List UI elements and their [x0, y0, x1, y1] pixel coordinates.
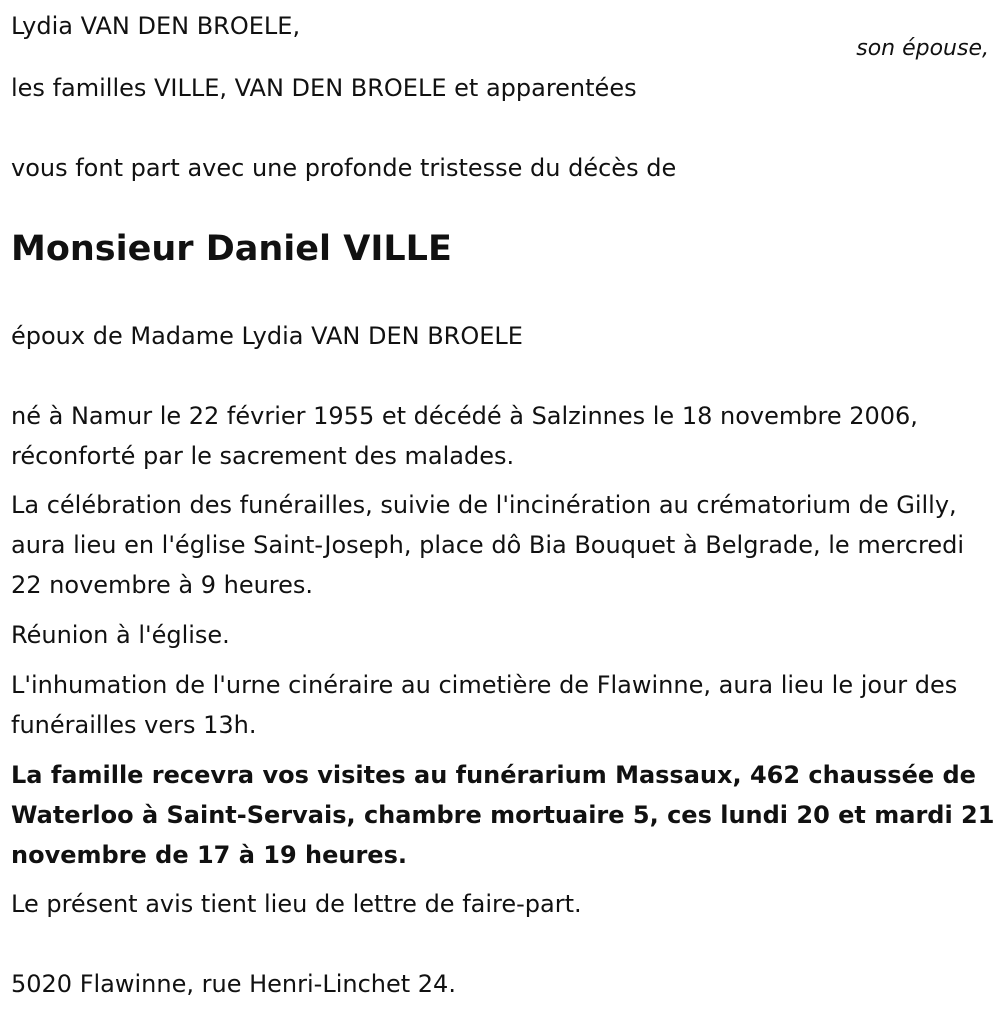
deceased-name: Monsieur Daniel VILLE	[11, 229, 452, 269]
ceremony-paragraph: La célébration des funérailles, suivie de l'incinération au crématorium de Gilly, aura lieu en l'église Saint-Joseph, place dô Bia Bouquet à Belgrade, le mercredi 22 novembre à 9 heures.	[11, 491, 965, 599]
visits-paragraph: La famille recevra vos visites au funérarium Massaux, 462 chaussée de Waterloo à Saint-Servais, chambre mortuaire 5, ces lundi 20 et mardi 21 novembre de 17 à 19 heures.	[11, 761, 995, 869]
spouse-line: époux de Madame Lydia VAN DEN BROELE	[11, 322, 523, 350]
relation-label: son épouse,	[856, 36, 989, 61]
address-line: 5020 Flawinne, rue Henri-Linchet 24.	[11, 970, 456, 998]
announcement-line: vous font part avec une profonde tristesse du décès de	[11, 154, 677, 182]
birth-death-paragraph: né à Namur le 22 février 1955 et décédé à Salzinnes le 18 novembre 2006, réconforté par le sacrement des malades.	[11, 402, 918, 470]
meeting-line: Réunion à l'église.	[11, 621, 230, 649]
inhumation-paragraph: L'inhumation de l'urne cinéraire au cimetière de Flawinne, aura lieu le jour des funérailles vers 13h.	[11, 671, 958, 739]
family-member-line: Lydia VAN DEN BROELE,	[11, 12, 301, 40]
letter-note: Le présent avis tient lieu de lettre de faire-part.	[11, 890, 582, 918]
families-line: les familles VILLE, VAN DEN BROELE et apparentées	[11, 74, 637, 102]
